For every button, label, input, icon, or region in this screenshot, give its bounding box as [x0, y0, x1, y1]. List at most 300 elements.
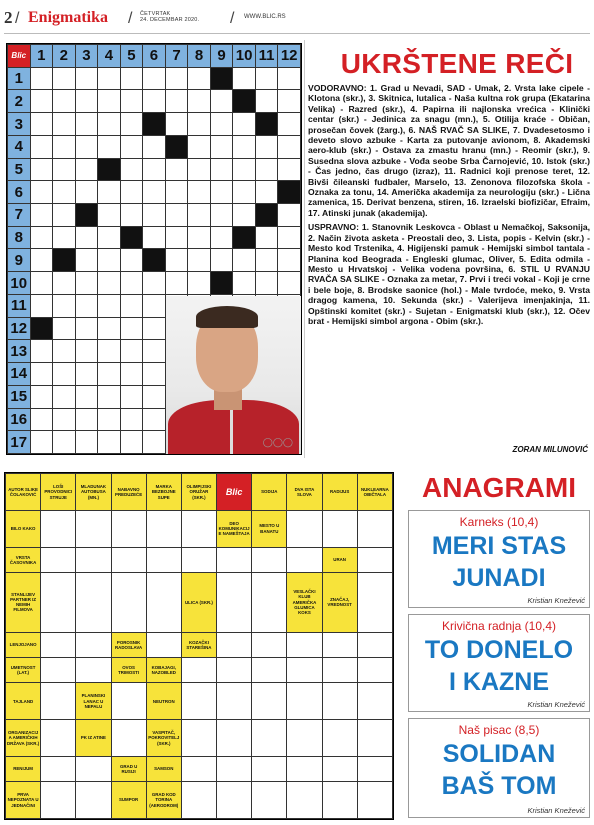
grid-cell[interactable]: [41, 547, 76, 572]
grid-cell[interactable]: [278, 226, 301, 249]
clue-cell: STANLIJEV PARTNER IZ NEMIH FILMOVA: [6, 572, 41, 632]
clue-cell: RENIJUM: [6, 756, 41, 781]
grid-cell[interactable]: [120, 340, 143, 363]
grid-cell[interactable]: [188, 158, 211, 181]
grid-cell[interactable]: [30, 204, 53, 227]
grid-cell[interactable]: [278, 67, 301, 90]
grid-cell[interactable]: [143, 408, 166, 431]
crossword-clues: [308, 83, 590, 330]
grid-cell[interactable]: [75, 272, 98, 295]
black-cell: [233, 90, 256, 113]
grid-cell[interactable]: [120, 431, 143, 454]
grid-cell[interactable]: [120, 90, 143, 113]
grid-cell[interactable]: [75, 113, 98, 136]
grid-cell[interactable]: [278, 113, 301, 136]
grid-cell[interactable]: [98, 113, 121, 136]
grid-cell[interactable]: [322, 683, 357, 720]
grid-cell[interactable]: [188, 113, 211, 136]
grid-cell[interactable]: [75, 363, 98, 386]
grid-cell[interactable]: [98, 431, 121, 454]
anagram-answer: BAŠ TOM: [441, 772, 557, 800]
grid-cell[interactable]: [120, 272, 143, 295]
grid-cell[interactable]: [143, 363, 166, 386]
grid-cell[interactable]: [53, 272, 76, 295]
grid-cell[interactable]: [217, 756, 252, 781]
grid-cell[interactable]: [357, 756, 392, 781]
grid-cell[interactable]: [120, 135, 143, 158]
vertical-label: USPRAVNO:: [308, 222, 359, 233]
grid-cell[interactable]: [252, 683, 287, 720]
grid-cell[interactable]: [30, 181, 53, 204]
grid-cell[interactable]: [143, 67, 166, 90]
row-number: 1: [8, 67, 31, 90]
clue-cell: OVOS TRIMOSTI: [111, 657, 146, 682]
grid-cell[interactable]: [255, 249, 278, 272]
grid-cell[interactable]: [98, 340, 121, 363]
grid-cell[interactable]: [217, 547, 252, 572]
grid-cell[interactable]: [30, 135, 53, 158]
grid-cell[interactable]: [41, 756, 76, 781]
grid-cell[interactable]: [143, 340, 166, 363]
grid-cell[interactable]: [188, 90, 211, 113]
grid-cell[interactable]: [322, 720, 357, 757]
separator: /: [15, 10, 20, 27]
grid-cell[interactable]: [252, 547, 287, 572]
grid-cell[interactable]: [217, 657, 252, 682]
grid-cell[interactable]: [53, 340, 76, 363]
grid-cell[interactable]: [120, 204, 143, 227]
grid-cell[interactable]: [233, 272, 256, 295]
grid-cell[interactable]: [30, 272, 53, 295]
grid-cell[interactable]: [278, 272, 301, 295]
grid-cell[interactable]: [255, 226, 278, 249]
grid-cell[interactable]: [278, 249, 301, 272]
grid-cell[interactable]: [98, 408, 121, 431]
grid-cell[interactable]: [181, 510, 216, 547]
grid-cell[interactable]: [217, 632, 252, 657]
clue-cell: BILO KAKO: [6, 510, 41, 547]
grid-cell[interactable]: [30, 431, 53, 454]
column-number: 11: [255, 45, 278, 68]
grid-cell[interactable]: [53, 363, 76, 386]
row-number: 14: [8, 363, 31, 386]
black-cell: [143, 249, 166, 272]
grid-cell[interactable]: [76, 632, 111, 657]
column-number: 4: [98, 45, 121, 68]
grid-cell[interactable]: [210, 204, 233, 227]
grid-cell[interactable]: [322, 657, 357, 682]
grid-cell[interactable]: [120, 294, 143, 317]
grid-cell[interactable]: [217, 782, 252, 819]
black-cell: [210, 67, 233, 90]
grid-cell[interactable]: [181, 756, 216, 781]
grid-cell[interactable]: [41, 683, 76, 720]
grid-cell[interactable]: [181, 657, 216, 682]
grid-cell[interactable]: [357, 572, 392, 632]
grid-cell[interactable]: [75, 249, 98, 272]
black-cell: [53, 249, 76, 272]
grid-cell[interactable]: [143, 317, 166, 340]
grid-cell[interactable]: [357, 510, 392, 547]
grid-cell[interactable]: [287, 547, 322, 572]
anagram-clue: Krivična radnja (10,4): [441, 619, 557, 633]
grid-cell[interactable]: [287, 632, 322, 657]
grid-cell[interactable]: [98, 385, 121, 408]
clue-cell: MARKA BEZBOJNE SUPE: [146, 474, 181, 511]
clue-cell: AUTOR SLIKE ČOLAKOVIĆ: [6, 474, 41, 511]
grid-cell[interactable]: [76, 756, 111, 781]
anagram-box: [408, 614, 590, 712]
grid-cell[interactable]: [143, 226, 166, 249]
grid-cell[interactable]: [75, 181, 98, 204]
grid-cell[interactable]: [165, 67, 188, 90]
column-number: 3: [75, 45, 98, 68]
clue-cell: GRAD KOD TORINA (AERODROM): [146, 782, 181, 819]
grid-cell[interactable]: [165, 226, 188, 249]
grid-cell[interactable]: [120, 385, 143, 408]
row-number: 10: [8, 272, 31, 295]
grid-cell[interactable]: [146, 572, 181, 632]
anagram-clue: Naš pisac (8,5): [458, 723, 540, 737]
grid-cell[interactable]: [143, 385, 166, 408]
swedish-crossword: [4, 472, 394, 820]
grid-cell[interactable]: [111, 683, 146, 720]
grid-cell[interactable]: [357, 547, 392, 572]
grid-cell[interactable]: [98, 226, 121, 249]
grid-cell[interactable]: [233, 204, 256, 227]
grid-cell[interactable]: [53, 135, 76, 158]
grid-cell[interactable]: [252, 572, 287, 632]
grid-cell[interactable]: [76, 782, 111, 819]
grid-cell[interactable]: [30, 113, 53, 136]
grid-cell[interactable]: [322, 632, 357, 657]
grid-cell[interactable]: [75, 158, 98, 181]
clue-cell: NABAVNO PREDUZEĆE: [111, 474, 146, 511]
grid-cell[interactable]: [53, 204, 76, 227]
grid-cell[interactable]: [53, 408, 76, 431]
grid-cell[interactable]: [287, 683, 322, 720]
grid-cell[interactable]: [188, 272, 211, 295]
grid-cell[interactable]: [41, 720, 76, 757]
grid-cell[interactable]: [322, 756, 357, 781]
column-divider: [304, 40, 305, 458]
grid-cell[interactable]: [76, 572, 111, 632]
anagram-author: Kristian Knežević: [527, 700, 585, 709]
grid-cell[interactable]: [188, 181, 211, 204]
grid-cell[interactable]: [210, 113, 233, 136]
grid-cell[interactable]: [111, 547, 146, 572]
grid-cell[interactable]: [287, 510, 322, 547]
horizontal-clues: [308, 83, 590, 218]
grid-cell[interactable]: [53, 158, 76, 181]
clue-cell: OLIMPIJSKI ORUŽAR (SKR.): [181, 474, 216, 511]
horizontal-label: VODORAVNO:: [308, 83, 367, 93]
grid-cell[interactable]: [143, 272, 166, 295]
grid-cell[interactable]: [75, 67, 98, 90]
grid-cell[interactable]: [188, 67, 211, 90]
grid-cell[interactable]: [278, 135, 301, 158]
grid-cell[interactable]: [120, 181, 143, 204]
grid-cell[interactable]: [252, 782, 287, 819]
column-number: 7: [165, 45, 188, 68]
grid-cell[interactable]: [30, 90, 53, 113]
row-number: 16: [8, 408, 31, 431]
grid-cell[interactable]: [255, 90, 278, 113]
grid-cell[interactable]: [98, 363, 121, 386]
grid-cell[interactable]: [53, 431, 76, 454]
grid-cell[interactable]: [30, 226, 53, 249]
anagram-clue: Karneks (10,4): [459, 515, 539, 529]
grid-cell[interactable]: [252, 657, 287, 682]
grid-cell[interactable]: [287, 657, 322, 682]
issue-date: [140, 11, 199, 23]
grid-cell[interactable]: [98, 90, 121, 113]
grid-cell[interactable]: [165, 272, 188, 295]
grid-cell[interactable]: [146, 510, 181, 547]
clue-cell: KOBAJAGI, NAZOBLED: [146, 657, 181, 682]
grid-cell[interactable]: [255, 135, 278, 158]
grid-cell[interactable]: [255, 158, 278, 181]
grid-cell[interactable]: [210, 181, 233, 204]
grid-cell[interactable]: [188, 249, 211, 272]
clue-cell: PK IZ ATINE: [76, 720, 111, 757]
grid-cell[interactable]: [252, 720, 287, 757]
page-number: 2: [4, 8, 13, 27]
crossword-grid: [6, 43, 302, 455]
grid-cell[interactable]: [111, 572, 146, 632]
grid-cell[interactable]: [357, 632, 392, 657]
grid-cell[interactable]: [188, 135, 211, 158]
column-number: 9: [210, 45, 233, 68]
header-rule: [4, 33, 590, 34]
grid-cell[interactable]: [287, 782, 322, 819]
grid-cell[interactable]: [30, 67, 53, 90]
row-number: 12: [8, 317, 31, 340]
grid-cell[interactable]: [30, 249, 53, 272]
grid-cell[interactable]: [53, 226, 76, 249]
grid-cell[interactable]: [181, 782, 216, 819]
black-cell: [75, 204, 98, 227]
grid-cell[interactable]: [98, 317, 121, 340]
grid-cell[interactable]: [233, 135, 256, 158]
grid-cell[interactable]: [210, 90, 233, 113]
grid-cell[interactable]: [75, 385, 98, 408]
column-number: 2: [53, 45, 76, 68]
grid-cell[interactable]: [322, 510, 357, 547]
grid-cell[interactable]: [98, 181, 121, 204]
grid-cell[interactable]: [98, 67, 121, 90]
grid-cell[interactable]: [120, 363, 143, 386]
grid-cell[interactable]: [53, 385, 76, 408]
anagram-answer: I KAZNE: [449, 668, 549, 696]
anagram-answer: SOLIDAN: [442, 740, 556, 768]
grid-cell[interactable]: [233, 181, 256, 204]
grid-cell[interactable]: [53, 294, 76, 317]
grid-cell[interactable]: [255, 272, 278, 295]
grid-cell[interactable]: [143, 158, 166, 181]
grid-cell[interactable]: [210, 135, 233, 158]
section-title: Enigmatika: [28, 9, 109, 26]
anagram-author: Kristian Knežević: [527, 596, 585, 605]
grid-cell[interactable]: [210, 249, 233, 272]
grid-cell[interactable]: [75, 317, 98, 340]
grid-cell[interactable]: [98, 249, 121, 272]
grid-cell[interactable]: [165, 249, 188, 272]
row-number: 15: [8, 385, 31, 408]
grid-cell[interactable]: [165, 158, 188, 181]
grid-cell[interactable]: [233, 67, 256, 90]
row-number: 2: [8, 90, 31, 113]
grid-cell[interactable]: [53, 113, 76, 136]
grid-cell[interactable]: [120, 113, 143, 136]
grid-cell[interactable]: [357, 782, 392, 819]
grid-cell[interactable]: [76, 510, 111, 547]
grid-cell[interactable]: [357, 657, 392, 682]
grid-cell[interactable]: [111, 510, 146, 547]
anagram-box: [408, 510, 590, 608]
grid-cell[interactable]: [252, 632, 287, 657]
grid-cell[interactable]: [165, 181, 188, 204]
grid-cell[interactable]: [181, 547, 216, 572]
issue-date-text: 24. DECEMBAR 2020.: [140, 17, 200, 23]
grid-cell[interactable]: [217, 720, 252, 757]
grid-cell[interactable]: [143, 204, 166, 227]
grid-cell[interactable]: [53, 90, 76, 113]
grid-cell[interactable]: [188, 204, 211, 227]
grid-cell[interactable]: [30, 158, 53, 181]
grid-cell[interactable]: [181, 683, 216, 720]
grid-cell[interactable]: [188, 226, 211, 249]
crossword-author: ZORAN MILUNOVIĆ: [512, 445, 588, 454]
grid-cell[interactable]: [76, 547, 111, 572]
grid-cell[interactable]: [287, 720, 322, 757]
column-number: 1: [30, 45, 53, 68]
grid-cell[interactable]: [53, 181, 76, 204]
clue-cell: DEO KOMUNIKACIJE NAMEŠTAJA: [217, 510, 252, 547]
black-cell: [143, 113, 166, 136]
grid-cell[interactable]: [233, 249, 256, 272]
grid-cell[interactable]: [210, 226, 233, 249]
grid-cell[interactable]: [322, 782, 357, 819]
grid-cell[interactable]: [120, 158, 143, 181]
grid-cell[interactable]: [53, 67, 76, 90]
grid-cell[interactable]: [165, 90, 188, 113]
grid-cell[interactable]: [143, 90, 166, 113]
grid-cell[interactable]: [41, 782, 76, 819]
grid-cell[interactable]: [75, 431, 98, 454]
grid-cell[interactable]: [255, 181, 278, 204]
grid-cell[interactable]: [143, 181, 166, 204]
anagram-answer: JUNADI: [452, 564, 546, 592]
grid-cell[interactable]: [181, 720, 216, 757]
clue-cell: UMETNOST (LAT.): [6, 657, 41, 682]
grid-cell[interactable]: [120, 249, 143, 272]
clue-cell: SODIJA: [252, 474, 287, 511]
blic-logo: Blic: [8, 45, 31, 68]
row-number: 11: [8, 294, 31, 317]
crossword-title: UKRŠTENE REČI: [340, 48, 574, 79]
grid-cell[interactable]: [217, 683, 252, 720]
grid-cell[interactable]: [120, 408, 143, 431]
clue-cell: SUMPOR: [111, 782, 146, 819]
grid-cell[interactable]: [143, 135, 166, 158]
grid-cell[interactable]: [98, 135, 121, 158]
black-cell: [233, 226, 256, 249]
grid-cell[interactable]: [357, 683, 392, 720]
clue-cell: TAJLAND: [6, 683, 41, 720]
grid-cell[interactable]: [75, 340, 98, 363]
anagram-author: Kristian Knežević: [527, 806, 585, 815]
black-cell: [120, 226, 143, 249]
grid-cell[interactable]: [75, 294, 98, 317]
row-number: 13: [8, 340, 31, 363]
grid-cell[interactable]: [98, 294, 121, 317]
grid-cell[interactable]: [30, 385, 53, 408]
grid-cell[interactable]: [98, 204, 121, 227]
grid-cell[interactable]: [143, 294, 166, 317]
clue-cell: MLADUNAK AUTOBUSA (MN.): [76, 474, 111, 511]
black-cell: [255, 204, 278, 227]
grid-cell[interactable]: [217, 572, 252, 632]
grid-cell[interactable]: [278, 90, 301, 113]
grid-cell[interactable]: [41, 657, 76, 682]
photo-zipper: [230, 406, 233, 454]
grid-cell[interactable]: [30, 408, 53, 431]
grid-cell[interactable]: [146, 632, 181, 657]
grid-cell[interactable]: [165, 204, 188, 227]
wrestler-photo: [166, 296, 301, 454]
page-header: [0, 0, 594, 34]
grid-cell[interactable]: [75, 408, 98, 431]
grid-cell[interactable]: [98, 272, 121, 295]
grid-cell[interactable]: [252, 756, 287, 781]
grid-cell[interactable]: [357, 720, 392, 757]
grid-cell[interactable]: [233, 113, 256, 136]
column-number: 5: [120, 45, 143, 68]
grid-cell[interactable]: [75, 90, 98, 113]
grid-cell[interactable]: [120, 67, 143, 90]
grid-cell[interactable]: [120, 317, 143, 340]
grid-cell[interactable]: [287, 756, 322, 781]
grid-cell[interactable]: [41, 572, 76, 632]
grid-cell[interactable]: [30, 340, 53, 363]
clue-cell: VESLAČKI KLUB AMERIČKA GLUMICA KOKS: [287, 572, 322, 632]
grid-cell[interactable]: [75, 135, 98, 158]
row-number: 9: [8, 249, 31, 272]
grid-cell[interactable]: [143, 431, 166, 454]
grid-cell[interactable]: [146, 547, 181, 572]
grid-cell[interactable]: [30, 363, 53, 386]
grid-cell[interactable]: [111, 720, 146, 757]
photo-hair: [196, 306, 258, 328]
grid-cell[interactable]: [278, 158, 301, 181]
clue-cell: POROSNIK RADOSLAVA: [111, 632, 146, 657]
grid-cell[interactable]: [278, 204, 301, 227]
grid-cell[interactable]: [210, 158, 233, 181]
grid-cell[interactable]: [53, 317, 76, 340]
grid-cell[interactable]: [75, 226, 98, 249]
black-cell: [255, 113, 278, 136]
clue-cell: RADIJUS: [322, 474, 357, 511]
grid-cell[interactable]: [255, 67, 278, 90]
grid-cell[interactable]: [41, 632, 76, 657]
grid-cell[interactable]: [41, 510, 76, 547]
grid-cell[interactable]: [30, 294, 53, 317]
clue-cell: DVA ISTA SLOVA: [287, 474, 322, 511]
grid-cell[interactable]: [233, 158, 256, 181]
grid-cell[interactable]: [165, 113, 188, 136]
grid-cell[interactable]: [76, 657, 111, 682]
